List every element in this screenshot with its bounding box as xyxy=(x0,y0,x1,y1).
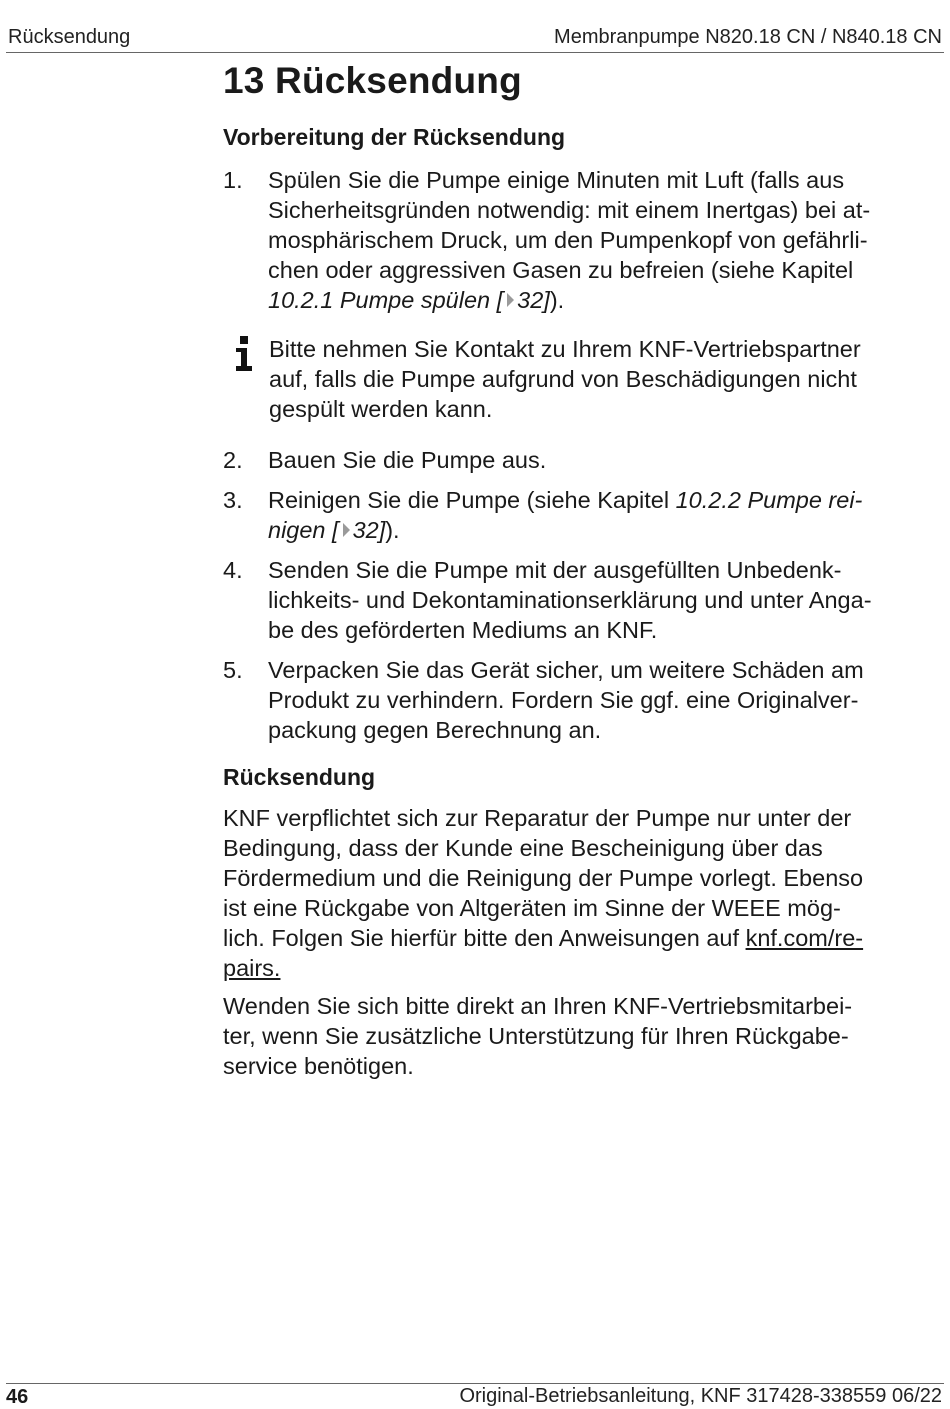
step-text: Bauen Sie die Pumpe aus. xyxy=(268,447,547,473)
step-number: 2. xyxy=(223,447,243,473)
step-text xyxy=(268,165,929,315)
chapter-reference-link-cont[interactable]: nigen [ xyxy=(268,517,339,543)
paragraph-line-text: lich. Folgen Sie hierfür bitte den Anweisungen auf xyxy=(223,925,746,951)
reference-suffix: ). xyxy=(385,517,400,543)
repairs-link-cont[interactable]: pairs. xyxy=(223,955,281,981)
step-line: Sicherheitsgründen notwendig: mit einem Inertgas) bei at- xyxy=(268,197,871,223)
page-reference[interactable]: 32] xyxy=(517,287,550,313)
paragraph-line: KNF verpflichtet sich zur Reparatur der Pumpe nur unter der xyxy=(223,805,852,831)
page-reference-arrow-icon xyxy=(343,523,350,537)
footer-divider xyxy=(6,1383,944,1384)
chapter-reference-link[interactable]: 10.2.1 Pumpe spülen [ xyxy=(268,287,504,313)
info-line: gespült werden kann. xyxy=(269,396,493,422)
step-number: 3. xyxy=(223,487,243,513)
step-number: 4. xyxy=(223,557,243,583)
step-line: lichkeits- und Dekontaminationserklärung und unter Anga- xyxy=(268,587,872,613)
chapter-reference-link[interactable]: 10.2.2 Pumpe rei- xyxy=(675,487,863,513)
reference-suffix: ). xyxy=(549,287,565,313)
list-item-step-1 xyxy=(223,165,929,315)
step-line: be des geförderten Mediums an KNF. xyxy=(268,617,658,643)
info-line: auf, falls die Pumpe aufgrund von Beschädigungen nicht xyxy=(269,366,857,392)
step-line: mosphärischem Druck, um den Pumpenkopf von gefährli- xyxy=(268,227,868,253)
step-line-reference xyxy=(268,515,929,545)
step-number: 5. xyxy=(223,657,243,683)
running-header-product: Membranpumpe N820.18 CN / N840.18 CN xyxy=(554,26,942,48)
paragraph-line xyxy=(223,953,929,983)
list-item-step-2 xyxy=(223,445,929,475)
repairs-link[interactable]: knf.com/re- xyxy=(745,925,864,951)
step-line: packung gegen Berechnung an. xyxy=(268,717,602,743)
paragraph-repair-conditions xyxy=(223,803,929,983)
info-icon xyxy=(234,336,254,372)
paragraph-line: ter, wenn Sie zusätzliche Unterstützung für Ihren Rückgabe- xyxy=(223,1023,849,1049)
paragraph-line: service benötigen. xyxy=(223,1053,414,1079)
running-header-section: Rücksendung xyxy=(8,26,131,48)
paragraph-line: Wenden Sie sich bitte direkt an Ihren KNF-Vertriebsmitarbei- xyxy=(223,993,853,1019)
paragraph-line: ist eine Rückgabe von Altgeräten im Sinne der WEEE mög- xyxy=(223,895,841,921)
page-reference[interactable]: 32] xyxy=(352,517,386,543)
section-heading-return: Rücksendung xyxy=(223,764,376,790)
page-number: 46 xyxy=(6,1386,29,1408)
paragraph-contact xyxy=(223,991,929,1081)
step-number: 1. xyxy=(223,167,243,193)
step-line-reference xyxy=(268,285,929,315)
info-line: Bitte nehmen Sie Kontakt zu Ihrem KNF-Vertriebspartner xyxy=(269,336,861,362)
step-line: Spülen Sie die Pumpe einige Minuten mit Luft (falls aus xyxy=(268,167,845,193)
paragraph-line: Fördermedium und die Reinigung der Pumpe vorlegt. Ebenso xyxy=(223,865,864,891)
page-reference-arrow-icon xyxy=(507,293,514,307)
list-item-step-3 xyxy=(223,485,929,545)
step-line: Produkt zu verhindern. Fordern Sie ggf. eine Originalver- xyxy=(268,687,859,713)
step-line-text: Reinigen Sie die Pumpe (siehe Kapitel xyxy=(268,487,676,513)
step-line: Senden Sie die Pumpe mit der ausgefüllten Unbedenk- xyxy=(268,557,842,583)
list-item-step-4 xyxy=(223,555,929,645)
chapter-title: 13 Rücksendung xyxy=(223,60,522,101)
step-line: chen oder aggressiven Gasen zu befreien (siehe Kapitel xyxy=(268,257,854,283)
section-heading-preparation: Vorbereitung der Rücksendung xyxy=(223,124,566,150)
step-text xyxy=(268,655,929,745)
list-item-step-5 xyxy=(223,655,929,745)
step-line xyxy=(268,485,929,515)
step-text xyxy=(268,555,929,645)
step-text xyxy=(268,485,929,545)
footer-document-id: Original-Betriebsanleitung, KNF 317428-338559 06/22 xyxy=(459,1385,942,1407)
info-note xyxy=(269,334,929,424)
paragraph-line: Bedingung, dass der Kunde eine Bescheinigung über das xyxy=(223,835,823,861)
paragraph-line xyxy=(223,923,929,953)
header-divider xyxy=(6,52,944,53)
step-line: Verpacken Sie das Gerät sicher, um weitere Schäden am xyxy=(268,657,864,683)
